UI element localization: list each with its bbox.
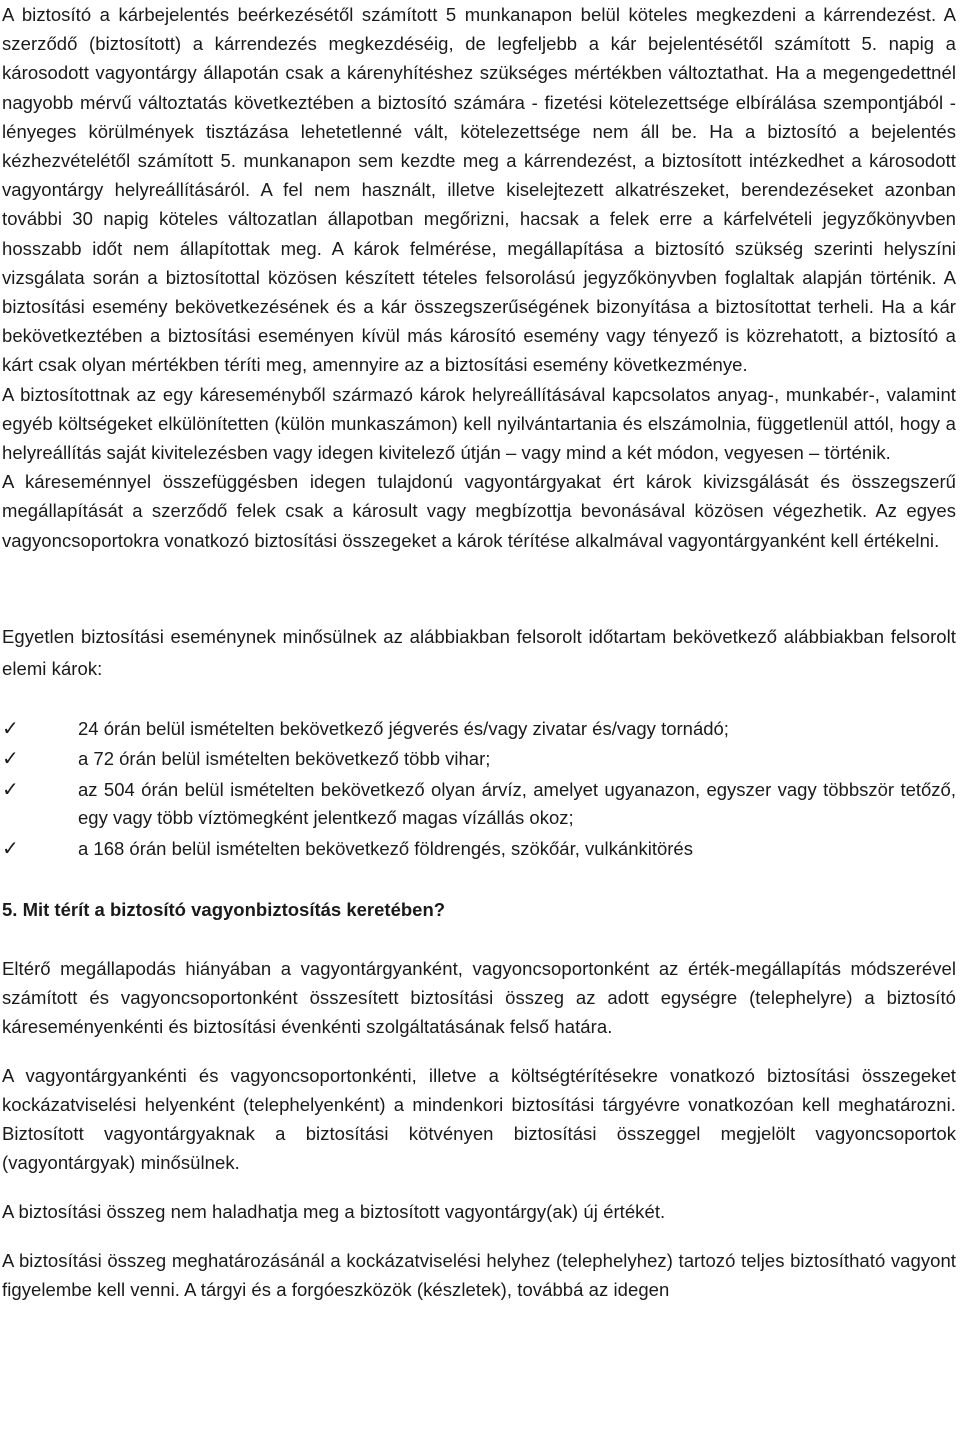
paragraph-cost-accounting: A biztosítottnak az egy káreseményből származó károk helyreállításával kapcsolatos anyag-, munkabér-, valamint egyéb költségeket elkülönítetten (külön munkaszámon) kell nyilvántartania és elszámolnia, függetlenül attól, hogy a helyreállítás saját kivitelezésben vagy idegen kivitelező útján – vagy mind a két módon, vegyesen – történik. xyxy=(2,383,956,464)
paragraph-third-party-property: A káreseménnyel összefüggésben idegen tulajdonú vagyontárgyakat ért károk kivizsgálását és összegszerű megállapítását a szerződő felek csak a károsult vagy megbízottja bevonásával közösen végezhetik. Az egyes vagyoncsoportokra vonatkozó biztosítási összegeket a károk térítése alkalmával vagyontárgyanként kell értékelni. xyxy=(2,471,956,551)
checkmark-icon: ✓ xyxy=(2,778,19,801)
paragraph-claims-settlement: A biztosító a kárbejelentés beérkezésétől számított 5 munkanapon belül köteles megkezdeni a kárrendezést. A szerződő (biztosított) a kárrendezés megkezdéséig, de legfeljebb a kár bejelentésétől számított 5. napig a károsodott vagyontárgy állapotán csak a kárenyhítéshez szükséges mértékben változtathat. Ha a megengedettnél nagyobb mérvű változtatás következtében a biztosító számára - fizetési kötelezettsége elbírálása szempontjából - lényeges körülmények tisztázása lehetetlenné vált, kötelezettsége nem áll be. Ha a biztosító a bejelentés kézhezvételétől számított 5. munkanapon sem kezdte meg a kárrendezést, a biztosított intézkedhet a károsodott vagyontárgy helyreállításáról. A fel nem használt, illetve kiselejtezett alkatrészeket, berendezéseket azonban további 30 napig köteles változatlan állapotban megőrizni, hacsak a felek erre a kárfelvételi jegyzőkönyvben hosszabb időt nem állapítottak meg. A károk felmérése, megállapítása a biztosító szükség szerinti helyszíni vizsgálata során a biztosítottal közösen készített tételes felsorolású jegyzőkönyvben foglaltak alapján történik. A biztosítási esemény bekövetkezésének és a kár összegszerűségének bizonyítása a biztosítottat terheli. Ha a kár bekövetkeztében a biztosítási eseményen kívül más károsító esemény vagy tényező is közrehatott, a biztosító a kárt csak olyan mértékben téríti meg, amennyire az a biztosítási esemény következménye. xyxy=(2,4,956,376)
list-item-text: a 72 órán belül ismételten bekövetkező több vihar; xyxy=(78,748,491,770)
paragraph-new-value-cap: A biztosítási összeg nem haladhatja meg a biztosított vagyontárgy(ak) új értékét. xyxy=(2,1201,666,1223)
paragraph-sum-insured-limit: Eltérő megállapodás hiányában a vagyontárgyanként, vagyoncsoportonként az érték-megállapítás módszerével számított és vagyoncsoportonként összesített biztosítási összeg az adott egységre (telephelyre) a biztosító káreseményenkénti és biztosítási évenkénti szolgáltatásának felső határa. xyxy=(2,958,956,1038)
section-5-heading: 5. Mit térít a biztosító vagyonbiztosítás keretében? xyxy=(2,899,446,921)
elemental-damage-list xyxy=(2,715,956,864)
checkmark-icon: ✓ xyxy=(2,837,19,860)
document-page xyxy=(2,0,956,1304)
checkmark-icon: ✓ xyxy=(2,717,19,740)
checkmark-icon: ✓ xyxy=(2,748,19,771)
list-item xyxy=(2,715,956,744)
list-item xyxy=(2,835,956,864)
paragraph-single-event-intro: Egyetlen biztosítási eseménynek minősülnek az alábbiakban felsorolt időtartam bekövetkező alábbiakban felsorolt elemi károk: xyxy=(2,625,956,679)
list-item xyxy=(2,776,956,833)
list-item xyxy=(2,745,956,774)
list-item-text: 24 órán belül ismételten bekövetkező jégverés és/vagy zivatar és/vagy tornádó; xyxy=(78,717,729,739)
paragraph-full-insurable-property: A biztosítási összeg meghatározásánál a kockázatviselési helyhez (telephelyhez) tartozó teljes biztosítható vagyont figyelembe kell venni. A tárgyi és a forgóeszközök (készletek), továbbá az idegen xyxy=(2,1250,956,1301)
list-item-text: az 504 órán belül ismételten bekövetkező olyan árvíz, amelyet ugyanazon, egyszer vagy többször tetőző, egy vagy több víztömegként jelentkező magas vízállás okoz; xyxy=(78,778,956,829)
paragraph-sum-insured-determination: A vagyontárgyankénti és vagyoncsoportonkénti, illetve a költségtérítésekre vonatkozó biztosítási összegeket kockázatviselési helyenként (telephelyenként) a mindenkori biztosítási tárgyévre vonatkozóan kell meghatározni. Biztosított vagyontárgyaknak a biztosítási kötvényen biztosítási összeggel megjelölt vagyoncsoportok (vagyontárgyak) minősülnek. xyxy=(2,1065,956,1174)
list-item-text: a 168 órán belül ismételten bekövetkező földrengés, szökőár, vulkánkitörés xyxy=(78,837,693,859)
